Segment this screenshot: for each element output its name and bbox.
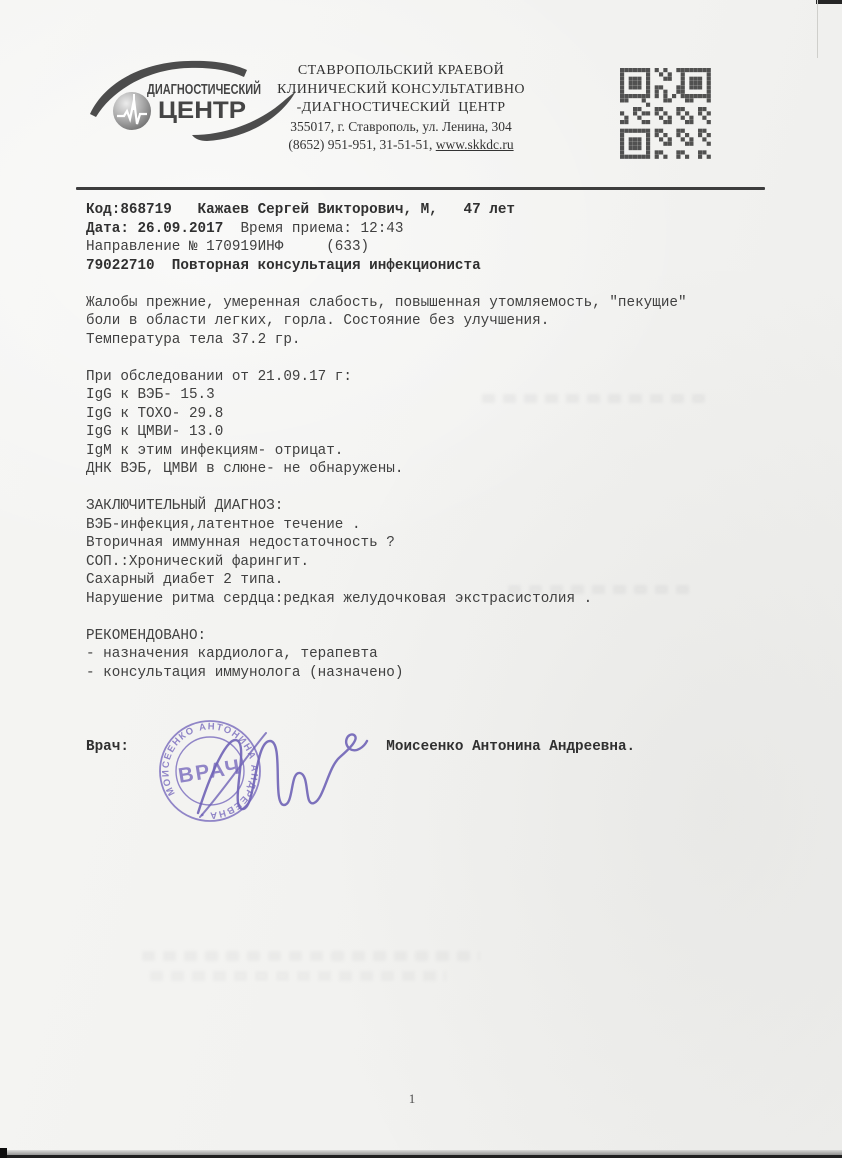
- document-line: [86, 349, 687, 368]
- bleed-through-smudge: [142, 951, 480, 961]
- document-text-segment: Нарушение ритма сердца:редкая желудочковая экстрасистолия .: [86, 590, 593, 607]
- document-line: [86, 627, 687, 646]
- document-text-segment: РЕКОМЕНДОВАНО:: [86, 627, 207, 644]
- document-line: [86, 312, 687, 331]
- document-text-segment: ЗАКЛЮЧИТЕЛЬНЫЙ ДИАГНОЗ:: [86, 498, 284, 514]
- document-text-segment: IgG к ВЭБ- 15.3: [86, 387, 215, 403]
- org-name-line: КЛИНИЧЕСКИЙ КОНСУЛЬТАТИВНО: [277, 81, 525, 97]
- document-text-segment: боли в области легких, горла. Состояние без улучшения.: [86, 313, 550, 329]
- qr-code: [620, 68, 711, 159]
- document-text-segment: Моисеенко Антонина Андреевна.: [386, 738, 636, 755]
- doctor-signature: [170, 715, 380, 830]
- document-line: [86, 682, 687, 701]
- document-line: [86, 645, 687, 664]
- org-website: www.skkdc.ru: [435, 137, 514, 152]
- document-text-segment: IgG к TOXO- 29.8: [86, 405, 224, 422]
- document-line: [86, 257, 687, 276]
- document-text-segment: Время приема: 12:43: [223, 220, 404, 237]
- document-text-segment: При обследовании от 21.09.17 г:: [86, 368, 352, 385]
- document-line: [86, 516, 687, 535]
- bleed-through-smudge: [508, 585, 696, 594]
- document-text-segment: ДНК ВЭБ, ЦМВИ в слюне- не обнаружены.: [86, 461, 404, 477]
- scan-artifact-top-right: [816, 0, 842, 4]
- document-text-segment: Вторичная иммунная недостаточность ?: [86, 535, 395, 551]
- document-text-segment: 79022710 Повторная консультация инфекциониста: [86, 257, 481, 274]
- paper-edge-shadow: [817, 0, 818, 58]
- document-line: [86, 238, 687, 257]
- org-name-line: СТАВРОПОЛЬСКИЙ КРАЕВОЙ: [297, 63, 505, 78]
- org-name-line: -ДИАГНОСТИЧЕСКИЙ ЦЕНТР: [296, 100, 506, 115]
- document-line: [86, 294, 687, 313]
- logo-top-word: ДИАГНОСТИЧЕСКИЙ: [147, 82, 298, 98]
- org-phones: (8652) 951-951, 31-51-51,: [288, 137, 436, 152]
- org-address-block: [240, 62, 562, 155]
- document-line: [86, 220, 687, 239]
- document-text-segment: - консультация иммунолога (назначено): [86, 664, 404, 681]
- document-line: [86, 608, 687, 627]
- document-line: [86, 460, 687, 479]
- scan-artifact-bottom-left: [0, 1148, 7, 1158]
- document-body: [86, 201, 687, 756]
- document-line: [86, 331, 687, 350]
- document-line: [86, 201, 687, 220]
- document-line: [86, 423, 687, 442]
- stamp-ring-text: МОИСЕЕНКО АНТОНИНА АНДРЕЕВНА •: [160, 721, 260, 821]
- divider-line: [76, 187, 765, 190]
- document-line: [86, 275, 687, 294]
- document-line: [86, 534, 687, 553]
- document-text-segment: Жалобы прежние, умеренная слабость, повышенная утомляемость, "пекущие": [86, 294, 687, 311]
- stamp-center-text: ВРАЧ: [176, 755, 244, 788]
- document-line: [86, 479, 687, 498]
- document-text-segment: - назначения кардиолога, терапевта: [86, 646, 378, 662]
- bleed-through-smudge: [150, 971, 446, 981]
- document-line: [86, 442, 687, 461]
- bleed-through-smudge: [482, 394, 710, 403]
- page-number: 1: [408, 1091, 416, 1106]
- document-text-segment: IgM к этим инфекциям- отрицат.: [86, 442, 344, 459]
- document-text-segment: IgG к ЦМВИ- 13.0: [86, 424, 224, 440]
- org-street-address: 355017, г. Ставрополь, ул. Ленина, 304: [290, 118, 512, 134]
- document-text-segment: Направление № 170919ИНФ (633): [86, 239, 370, 255]
- document-text-segment: Врач:: [86, 738, 129, 755]
- org-contacts-line: [240, 136, 562, 155]
- document-line: [86, 497, 687, 516]
- document-text-segment: Температура тела 37.2 гр.: [86, 331, 301, 348]
- document-text-segment: Дата: 26.09.2017: [86, 220, 224, 237]
- document-line: [86, 664, 687, 683]
- document-text-segment: СОП.:Хронический фарингит.: [86, 553, 310, 570]
- document-line: [86, 553, 687, 572]
- document-line: [86, 405, 687, 424]
- document-text-segment: ВЭБ-инфекция,латентное течение .: [86, 516, 361, 533]
- logo-bottom-word: ЦЕНТР: [158, 97, 246, 124]
- document-text-segment: Сахарный диабет 2 типа.: [86, 572, 284, 588]
- document-line: [86, 368, 687, 387]
- document-text-segment: Код:868719 Кажаев Сергей Викторович, М, 47 лет: [86, 202, 515, 218]
